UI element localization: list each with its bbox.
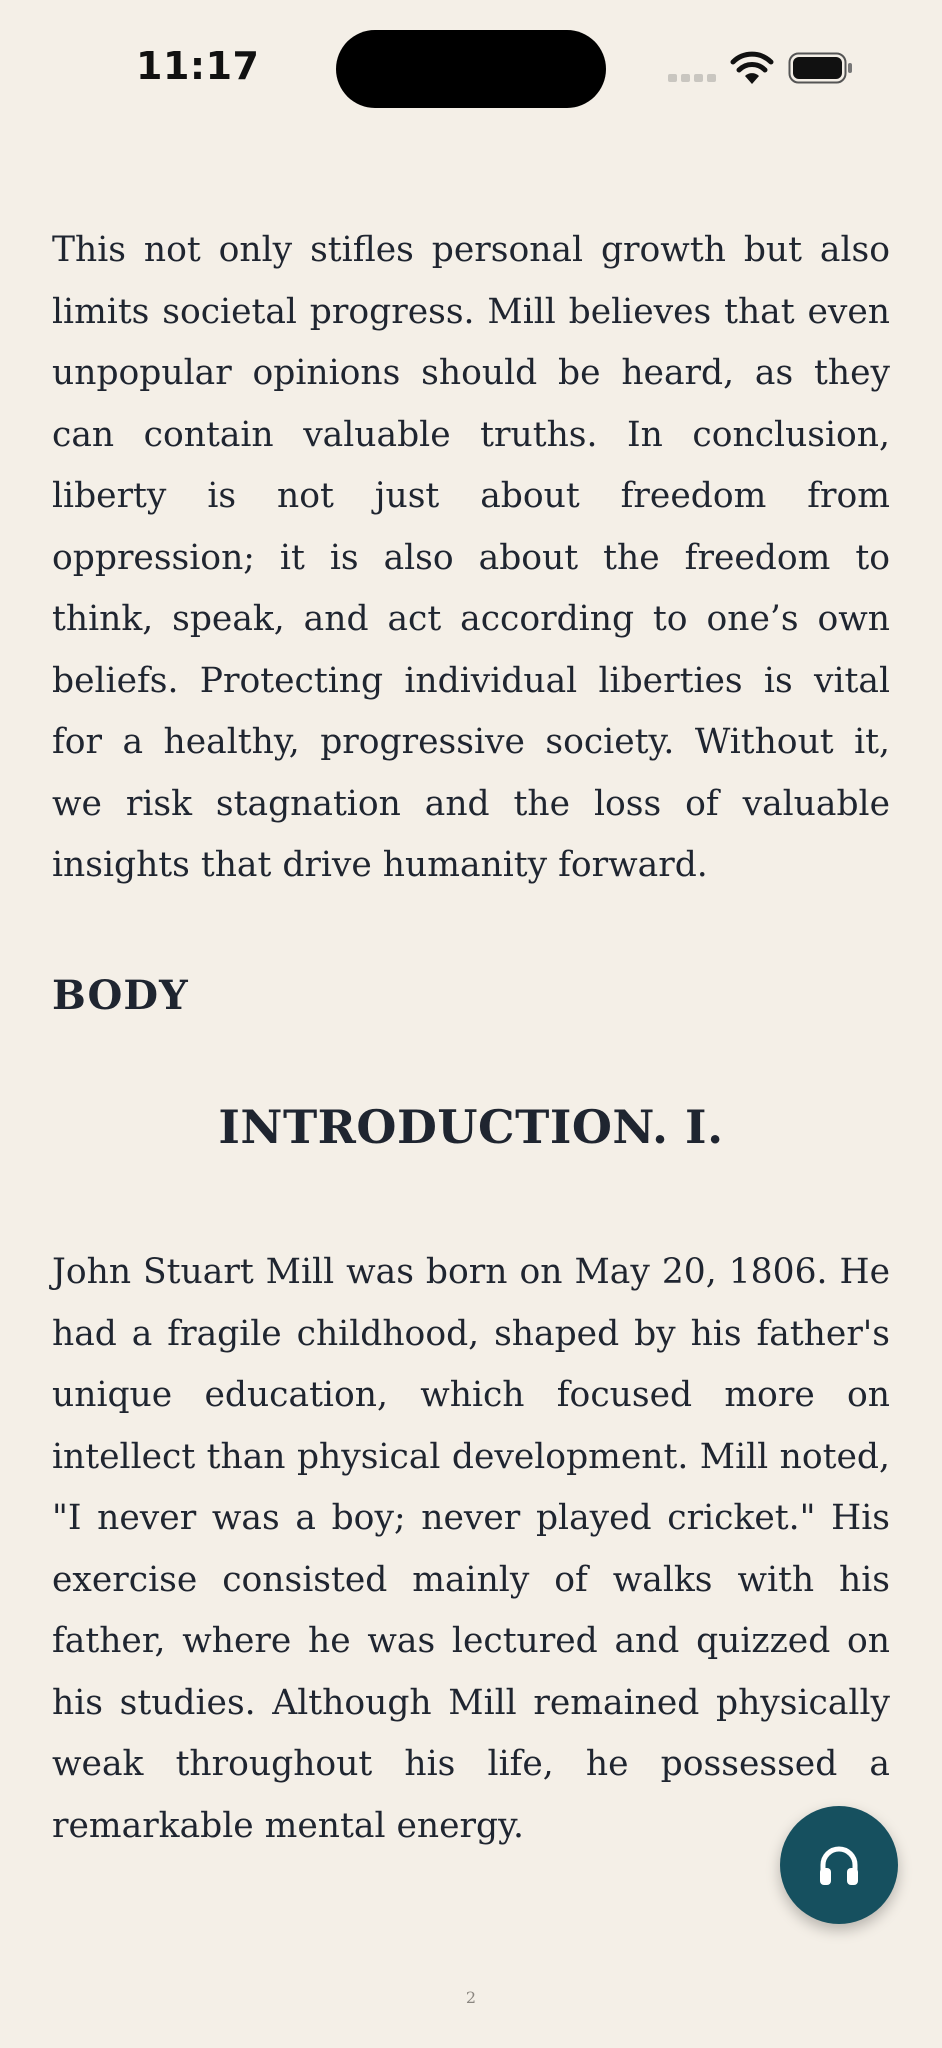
reader-content-bottom [52, 1242, 890, 1857]
page-number: 2 [465, 1988, 477, 2007]
chapter-title: INTRODUCTION. I. [218, 1100, 724, 1154]
headphones-icon [814, 1840, 864, 1890]
battery-icon [788, 52, 854, 84]
status-bar [0, 0, 942, 140]
status-time: 11:17 [136, 44, 260, 88]
wifi-icon [730, 50, 774, 86]
reader-content-top [52, 220, 890, 897]
cellular-signal-icon [668, 74, 716, 84]
dynamic-island [336, 30, 606, 108]
intro-paragraph: This not only stifles personal growth but also limits societal progress. Mill believes that even unpopular opinions should be heard, as they can contain valuable truths. In conclusion, liberty is not just about freedom from oppression; it is also about the freedom to think, speak, and act according to one’s own beliefs. Protecting individual liberties is vital for a healthy, progressive society. Without it, we risk stagnation and the loss of valuable insights that drive humanity forward. [52, 230, 890, 885]
chapter-paragraph: John Stuart Mill was born on May 20, 1806. He had a fragile childhood, shaped by his father's unique education, which focused more on intellect than physical development. Mill noted, "I never was a boy; never played cricket." His exercise consisted mainly of walks with his father, where he was lectured and quizzed on his studies. Although Mill remained physically weak throughout his life, he possessed a remarkable mental energy. [52, 1252, 890, 1846]
section-label: BODY [52, 972, 189, 1019]
listen-audio-button[interactable] [780, 1806, 898, 1924]
